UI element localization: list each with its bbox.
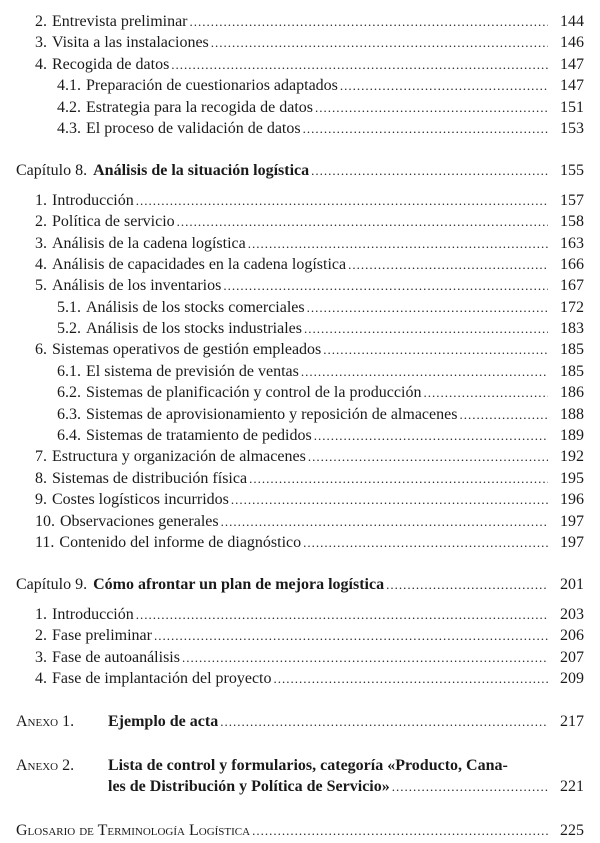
page-number: 201 (560, 576, 584, 594)
entry-title: Política de servicio (52, 213, 175, 231)
toc-entry[interactable] (16, 211, 584, 232)
entry-title: Costes logísticos incurridos (52, 491, 229, 509)
chapter-9-items (16, 604, 584, 690)
page-number: 147 (560, 55, 584, 73)
dot-leader (459, 404, 548, 425)
chapter-prefix: Capítulo 8. (16, 162, 88, 180)
entry-number: 4.2. (57, 98, 81, 116)
annex-title-line-2: les de Distribución y Política de Servicio» (108, 778, 390, 796)
chapter-prefix: Capítulo 9. (16, 576, 88, 594)
page-number: 197 (560, 533, 584, 551)
annex-1-entry[interactable] (16, 711, 584, 732)
entry-title: Fase preliminar (52, 627, 152, 645)
page-number: 144 (560, 13, 584, 30)
toc-entry[interactable] (16, 11, 584, 32)
page-number: 225 (560, 821, 584, 839)
dot-leader (136, 604, 548, 625)
toc-entry[interactable] (16, 404, 584, 425)
toc-entry[interactable] (16, 54, 584, 75)
toc-entry[interactable] (16, 489, 584, 510)
entry-number: 7. (35, 448, 47, 466)
entry-number: 3. (35, 648, 47, 666)
dot-leader (340, 75, 548, 96)
page-number: 186 (560, 384, 584, 402)
annex-title: Ejemplo de acta (108, 713, 219, 731)
table-of-contents (16, 11, 584, 841)
annex-title-line-1: Lista de control y formularios, categoría «Producto, Cana- (108, 756, 508, 774)
entry-number: 6.4. (57, 427, 81, 445)
dot-leader (252, 820, 548, 841)
page-number: 217 (560, 713, 584, 731)
entry-number: 3. (35, 34, 47, 52)
page-number: 188 (560, 405, 584, 423)
annex-prefix: Anexo 2. (16, 756, 75, 774)
dot-leader (177, 211, 548, 232)
entry-title: Recogida de datos (52, 55, 170, 73)
dot-leader (154, 625, 548, 646)
entry-title: Sistemas de distribución física (52, 469, 248, 487)
toc-entry[interactable] (16, 118, 584, 139)
entry-number: 4.3. (57, 119, 81, 137)
dot-leader (231, 489, 548, 510)
entry-number: 2. (35, 13, 47, 30)
toc-entry[interactable] (16, 446, 584, 467)
toc-entry[interactable] (16, 318, 584, 339)
chapter-title: Cómo afrontar un plan de mejora logística (93, 576, 385, 594)
toc-entry[interactable] (16, 275, 584, 296)
entry-number: 6. (35, 341, 47, 359)
entry-title: Análisis de los inventarios (52, 277, 222, 295)
dot-leader (348, 254, 548, 275)
entry-title: Entrevista preliminar (52, 13, 188, 30)
dot-leader (190, 11, 548, 32)
page-number: 151 (560, 98, 584, 116)
entry-number: 5.2. (57, 320, 81, 338)
entry-number: 4. (35, 55, 47, 73)
entry-number: 1. (35, 605, 47, 623)
dot-leader (304, 318, 548, 339)
entry-number: 2. (35, 627, 47, 645)
page-number: 146 (560, 34, 584, 52)
entry-title: Análisis de los stocks comerciales (86, 298, 305, 316)
toc-entry[interactable] (16, 382, 584, 403)
dot-leader (386, 574, 548, 595)
page-number: 196 (560, 491, 584, 509)
entry-number: 10. (35, 512, 55, 530)
entry-title: El proceso de validación de datos (86, 119, 301, 137)
page-number: 147 (560, 77, 584, 95)
dot-leader (303, 532, 548, 553)
toc-entry[interactable] (16, 97, 584, 118)
dot-leader (182, 647, 548, 668)
entry-title: Análisis de la cadena logística (52, 234, 246, 252)
dot-leader (315, 97, 548, 118)
toc-entry[interactable] (16, 625, 584, 646)
dot-leader (314, 425, 548, 446)
glossary-title: Glosario de Terminología Logística (16, 821, 251, 839)
page-number: 172 (560, 298, 584, 316)
entry-number: 11. (35, 533, 55, 551)
entry-title: El sistema de previsión de ventas (86, 362, 299, 380)
dot-leader (248, 233, 548, 254)
page-number: 163 (560, 234, 584, 252)
entry-title: Introducción (52, 191, 134, 209)
entry-number: 4. (35, 669, 47, 687)
page-number: 221 (560, 778, 584, 796)
chapter-heading[interactable] (16, 160, 584, 181)
chapter-8-items (16, 190, 584, 554)
entry-title: Preparación de cuestionarios adaptados (86, 77, 338, 95)
dot-leader (307, 297, 548, 318)
entry-number: 1. (35, 191, 47, 209)
dot-leader (323, 339, 548, 360)
entry-title: Observaciones generales (60, 512, 219, 530)
entry-number: 8. (35, 469, 47, 487)
entry-number: 5. (35, 277, 47, 295)
dot-leader (136, 190, 548, 211)
dot-leader (392, 776, 548, 797)
toc-entry[interactable] (16, 75, 584, 96)
entry-number: 6.3. (57, 405, 81, 423)
entry-title: Fase de autoanálisis (52, 648, 180, 666)
entry-title: Estrategia para la recogida de datos (86, 98, 313, 116)
toc-entry[interactable] (16, 254, 584, 275)
entry-number: 3. (35, 234, 47, 252)
dot-leader (220, 711, 548, 732)
entry-number: 4.1. (57, 77, 81, 95)
entry-title: Contenido del informe de diagnóstico (59, 533, 302, 551)
dot-leader (301, 361, 548, 382)
page-number: 166 (560, 255, 584, 273)
page-number: 155 (560, 162, 584, 180)
annex-prefix: Anexo 1. (16, 713, 75, 731)
toc-entry[interactable] (16, 339, 584, 360)
toc-entry[interactable] (16, 511, 584, 532)
dot-leader (311, 160, 548, 181)
page-number: 192 (560, 448, 584, 466)
entry-title: Sistemas de tratamiento de pedidos (86, 427, 312, 445)
dot-leader (423, 382, 548, 403)
entry-number: 9. (35, 491, 47, 509)
page-number: 195 (560, 469, 584, 487)
entry-number: 5.1. (57, 298, 81, 316)
entry-title: Análisis de capacidades en la cadena logística (52, 255, 347, 273)
page-number: 157 (560, 191, 584, 209)
toc-entry[interactable] (16, 425, 584, 446)
toc-entry[interactable] (16, 297, 584, 318)
entry-title: Sistemas operativos de gestión empleados (52, 341, 322, 359)
page-number: 158 (560, 213, 584, 231)
toc-entry[interactable] (16, 32, 584, 53)
dot-leader (308, 446, 548, 467)
entry-title: Fase de implantación del proyecto (52, 669, 272, 687)
entry-number: 6.2. (57, 384, 81, 402)
dot-leader (303, 118, 548, 139)
entry-title: Sistemas de planificación y control de la producción (86, 384, 422, 402)
entry-title: Estructura y organización de almacenes (52, 448, 306, 466)
dot-leader (221, 511, 548, 532)
toc-entry[interactable] (16, 361, 584, 382)
chapter-heading[interactable] (16, 574, 584, 595)
entry-number: 4. (35, 255, 47, 273)
dot-leader (249, 468, 548, 489)
glossary-entry[interactable] (16, 820, 584, 841)
page-number: 189 (560, 427, 584, 445)
page-number: 153 (560, 119, 584, 137)
page-number: 207 (560, 648, 584, 666)
page-number: 197 (560, 512, 584, 530)
entry-title: Visita a las instalaciones (52, 34, 209, 52)
annex-2-entry[interactable] (16, 755, 584, 798)
page-number: 206 (560, 627, 584, 645)
page-number: 183 (560, 320, 584, 338)
toc-entry[interactable] (16, 532, 584, 553)
entry-number: 6.1. (57, 362, 81, 380)
dot-leader (223, 275, 548, 296)
toc-entry[interactable] (16, 468, 584, 489)
chapter-7-items (16, 11, 584, 139)
page-number: 185 (560, 362, 584, 380)
dot-leader (211, 32, 548, 53)
page-number: 167 (560, 277, 584, 295)
page-number: 203 (560, 605, 584, 623)
dot-leader (273, 668, 548, 689)
chapter-title: Análisis de la situación logística (93, 162, 310, 180)
entry-number: 2. (35, 213, 47, 231)
toc-entry[interactable] (16, 233, 584, 254)
dot-leader (171, 54, 548, 75)
toc-entry[interactable] (16, 668, 584, 689)
toc-entry[interactable] (16, 647, 584, 668)
page-number: 185 (560, 341, 584, 359)
entry-title: Sistemas de aprovisionamiento y reposición de almacenes (86, 405, 458, 423)
toc-entry[interactable] (16, 190, 584, 211)
page-number: 209 (560, 669, 584, 687)
toc-entry[interactable] (16, 604, 584, 625)
entry-title: Introducción (52, 605, 134, 623)
entry-title: Análisis de los stocks industriales (86, 320, 302, 338)
